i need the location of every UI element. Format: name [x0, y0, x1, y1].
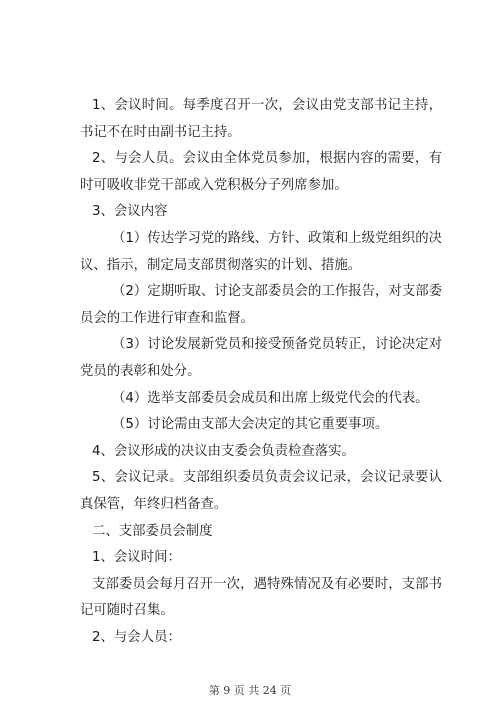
document-body	[80, 93, 442, 651]
paragraph: 支部委员会每月召开一次，遇特殊情况及有必要时，支部书记可随时召集。	[80, 576, 442, 619]
paragraph: 2、与会人员：	[92, 629, 181, 645]
paragraph: （3）讨论发展新党员和接受预备党员转正，讨论决定对党员的表彰和处分。	[80, 337, 442, 379]
paragraph: 5、会议记录。支部组织委员负责会议记录，会议记录要认真保管，年终归档备查。	[80, 470, 442, 512]
paragraph: （5）讨论需由支部大会决定的其它重要事项。	[112, 417, 389, 433]
paragraph: （4）选举支部委员会成员和出席上级党代会的代表。	[112, 390, 429, 406]
paragraph: （2）定期听取、讨论支部委员会的工作报告，对支部委员会的工作进行审查和监督。	[80, 284, 442, 326]
page-footer: 第 9 页 共 24 页	[208, 684, 292, 697]
paragraph: 2、与会人员。会议由全体党员参加，根据内容的需要，有时可吸收非党干部或入党积极分子列席参加。	[80, 151, 442, 193]
paragraph: （1）传达学习党的路线、方针、政策和上级党组织的决议、指示，制定局支部贯彻落实的计划、措施。	[80, 230, 442, 273]
paragraph: 3、会议内容	[92, 204, 168, 220]
paragraph: 二、支部委员会制度	[92, 523, 213, 539]
paragraph: 1、会议时间：	[92, 550, 181, 566]
paragraph: 1、会议时间。每季度召开一次，会议由党支部书记主持，书记不在时由副书记主持。	[80, 98, 442, 140]
paragraph: 4、会议形成的决议由支委会负责检查落实。	[92, 443, 355, 459]
